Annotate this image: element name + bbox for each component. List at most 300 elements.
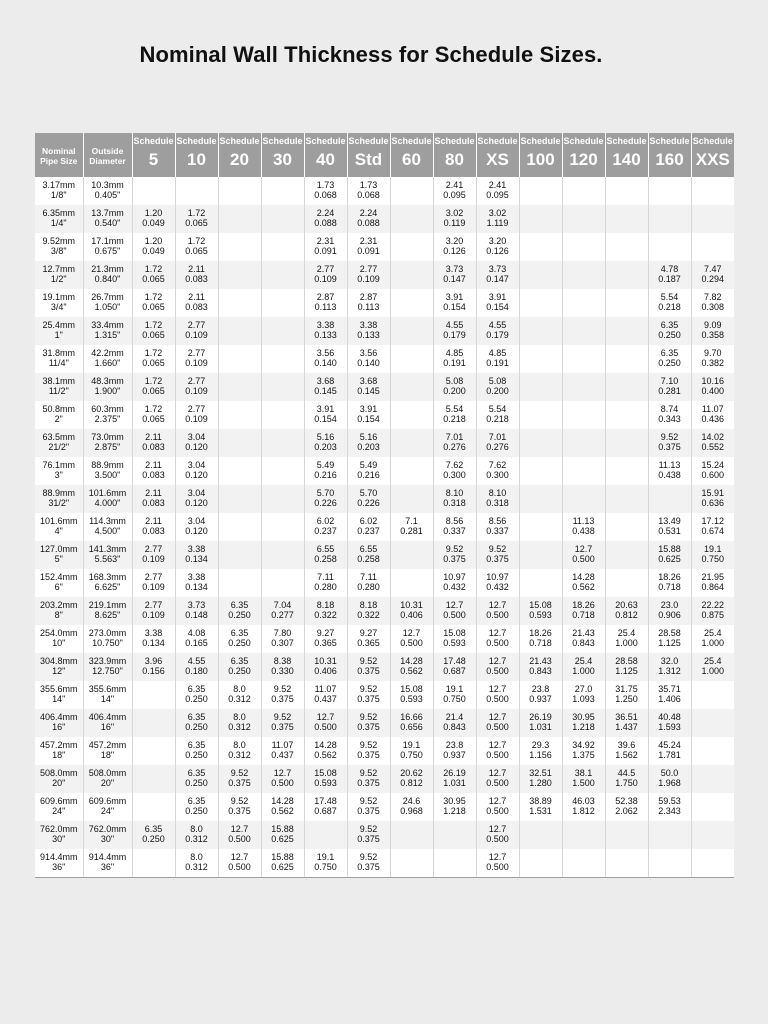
value-inch: 0.216 (314, 470, 337, 480)
value-inch: 21/2" (48, 442, 70, 452)
value-inch: 0.237 (314, 526, 337, 536)
value-inch: 0.968 (400, 806, 423, 816)
cell-thickness (218, 597, 261, 625)
value-inch: 0.322 (314, 610, 337, 620)
value-inch: 0.687 (314, 806, 337, 816)
value-inch: 0.400 (701, 386, 725, 396)
cell-thickness (691, 261, 734, 289)
value-mm: 762.0mm (88, 824, 127, 834)
cell-empty (390, 233, 433, 261)
value-mm: 2.77 (187, 348, 206, 358)
value-inch: 2" (54, 414, 63, 424)
value-mm: 12.7 (230, 824, 249, 834)
value-mm: 12.7 (488, 796, 507, 806)
value-inch: 0.375 (271, 694, 294, 704)
cell-thickness (433, 205, 476, 233)
value-inch: 1.050" (94, 302, 121, 312)
value-inch: 0.593 (529, 610, 552, 620)
schedule-word: Schedule (477, 136, 518, 146)
schedule-word: Schedule (520, 136, 561, 146)
cell-nominal-pipe-size (35, 177, 83, 205)
value-inch: 12" (52, 666, 66, 676)
value-mm: 19.1 (316, 852, 335, 862)
header-schedule-60 (390, 133, 433, 177)
cell-empty (562, 205, 605, 233)
cell-thickness (175, 765, 218, 793)
value-inch: 0.330 (271, 666, 294, 676)
value-inch: 1.562 (615, 750, 638, 760)
value-inch: 0.049 (142, 246, 165, 256)
value-inch: 0.133 (314, 330, 337, 340)
value-inch: 0.337 (443, 526, 466, 536)
value-mm: 254.0mm (39, 628, 78, 638)
value-mm: 9.52 (445, 544, 464, 554)
value-mm: 60.3mm (91, 404, 124, 414)
value-inch: 18" (52, 750, 66, 760)
value-mm: 6.02 (359, 516, 378, 526)
value-mm: 2.77 (316, 264, 335, 274)
cell-thickness (691, 373, 734, 401)
value-mm: 22.22 (701, 600, 725, 610)
value-inch: 0.500 (486, 722, 509, 732)
value-inch: 16" (52, 722, 66, 732)
header-nominal-pipe-size-label: Nominal Pipe Size (40, 146, 78, 166)
schedule-number: Std (354, 150, 383, 169)
value-inch: 0.083 (142, 442, 165, 452)
value-mm: 2.24 (359, 208, 378, 218)
value-mm: 355.6mm (88, 684, 127, 694)
value-mm: 9.52 (273, 684, 292, 694)
cell-empty (519, 541, 562, 569)
value-mm: 17.1mm (91, 236, 124, 246)
value-inch: 0.156 (142, 666, 165, 676)
value-inch: 1.812 (572, 806, 595, 816)
value-mm: 26.19 (443, 768, 466, 778)
schedule-word: Schedule (133, 136, 174, 146)
cell-empty (691, 205, 734, 233)
table-row (35, 345, 734, 373)
cell-empty (390, 821, 433, 849)
value-inch: 5.563" (94, 554, 121, 564)
cell-thickness (132, 821, 175, 849)
cell-thickness (562, 793, 605, 821)
value-mm: 2.41 (488, 180, 507, 190)
table-body (35, 177, 734, 878)
value-mm: 7.11 (360, 572, 377, 582)
cell-empty (218, 317, 261, 345)
value-mm: 3.02 (488, 208, 507, 218)
cell-empty (390, 373, 433, 401)
value-mm: 3.20 (488, 236, 507, 246)
value-mm: 5.54 (488, 404, 507, 414)
value-inch: 0.843 (572, 638, 595, 648)
cell-thickness (132, 205, 175, 233)
value-mm: 5.08 (488, 376, 507, 386)
value-inch: 0.250 (142, 834, 165, 844)
cell-thickness (175, 233, 218, 261)
value-mm: 7.82 (703, 292, 722, 302)
value-inch: 0.148 (185, 610, 208, 620)
cell-thickness (347, 625, 390, 653)
cell-thickness (605, 625, 648, 653)
value-mm: 101.6mm (39, 516, 78, 526)
header-schedule-std (347, 133, 390, 177)
value-mm: 12.7 (488, 852, 507, 862)
header-schedule-80 (433, 133, 476, 177)
schedule-number: 160 (655, 150, 684, 169)
value-inch: 0.375 (357, 722, 380, 732)
value-inch: 0.812 (615, 610, 638, 620)
value-mm: 4.55 (187, 656, 206, 666)
value-inch: 0.065 (142, 302, 165, 312)
value-mm: 1.72 (144, 264, 163, 274)
value-inch: 1.156 (529, 750, 552, 760)
value-mm: 9.27 (359, 628, 378, 638)
value-inch: 0.140 (357, 358, 380, 368)
cell-outside-diameter (83, 289, 132, 317)
value-mm: 323.9mm (88, 656, 127, 666)
cell-empty (691, 709, 734, 737)
value-inch: 4" (54, 526, 63, 536)
value-mm: 12.7mm (42, 264, 75, 274)
value-inch: 0.438 (658, 470, 681, 480)
cell-thickness (691, 597, 734, 625)
cell-empty (261, 513, 304, 541)
cell-outside-diameter (83, 709, 132, 737)
value-inch: 0.300 (486, 470, 509, 480)
value-mm: 3.91 (359, 404, 378, 414)
value-mm: 18.26 (658, 572, 681, 582)
value-inch: 14" (52, 694, 66, 704)
cell-empty (605, 821, 648, 849)
value-mm: 3.38 (144, 628, 163, 638)
table-row (35, 205, 734, 233)
value-mm: 6.35 (187, 684, 206, 694)
value-inch: 1/2" (50, 274, 67, 284)
value-inch: 0.750 (314, 862, 337, 872)
value-mm: 10.31 (314, 656, 337, 666)
value-inch: 3/4" (50, 302, 67, 312)
value-inch: 0.218 (443, 414, 466, 424)
value-mm: 5.16 (359, 432, 378, 442)
cell-thickness (175, 485, 218, 513)
value-mm: 3.96 (144, 656, 163, 666)
cell-thickness (476, 205, 519, 233)
value-mm: 2.77 (187, 376, 206, 386)
cell-thickness (132, 541, 175, 569)
value-inch: 0.375 (357, 862, 380, 872)
value-mm: 8.56 (488, 516, 507, 526)
cell-empty (519, 205, 562, 233)
value-inch: 0.049 (142, 218, 165, 228)
value-inch: 0.065 (142, 274, 165, 284)
value-mm: 32.0 (660, 656, 679, 666)
cell-thickness (304, 513, 347, 541)
cell-thickness (390, 597, 433, 625)
cell-empty (605, 485, 648, 513)
cell-thickness (218, 793, 261, 821)
value-mm: 3.91 (488, 292, 507, 302)
value-mm: 7.01 (488, 432, 507, 442)
value-inch: 0.191 (486, 358, 509, 368)
value-inch: 0.593 (443, 638, 466, 648)
cell-empty (562, 457, 605, 485)
cell-thickness (433, 681, 476, 709)
value-inch: 0.154 (486, 302, 509, 312)
value-inch: 0.300 (443, 470, 466, 480)
value-mm: 88.9mm (91, 460, 124, 470)
value-mm: 1.72 (144, 320, 163, 330)
value-mm: 5.54 (660, 292, 679, 302)
value-mm: 1.20 (144, 208, 163, 218)
cell-empty (605, 233, 648, 261)
cell-empty (648, 177, 691, 205)
cell-thickness (347, 513, 390, 541)
value-mm: 12.7 (488, 628, 507, 638)
cell-thickness (648, 261, 691, 289)
value-inch: 1" (54, 330, 63, 340)
value-mm: 3.38 (187, 572, 206, 582)
schedule-number: 120 (569, 150, 598, 169)
schedule-word: Schedule (176, 136, 217, 146)
value-inch: 0.656 (400, 722, 423, 732)
value-mm: 18.26 (529, 628, 552, 638)
cell-thickness (304, 457, 347, 485)
cell-thickness (347, 821, 390, 849)
value-inch: 0.718 (529, 638, 552, 648)
value-inch: 10" (52, 638, 66, 648)
header-schedule-100 (519, 133, 562, 177)
value-mm: 2.11 (188, 264, 205, 274)
value-mm: 6.02 (316, 516, 335, 526)
value-mm: 6.35 (187, 712, 206, 722)
value-mm: 12.7 (488, 600, 507, 610)
cell-thickness (218, 709, 261, 737)
cell-empty (261, 345, 304, 373)
cell-outside-diameter (83, 233, 132, 261)
value-inch: 0.165 (185, 638, 208, 648)
cell-thickness (304, 373, 347, 401)
table-row (35, 569, 734, 597)
cell-thickness (648, 289, 691, 317)
value-mm: 203.2mm (39, 600, 78, 610)
value-inch: 0.674 (701, 526, 725, 536)
cell-thickness (691, 541, 734, 569)
value-mm: 14.02 (701, 432, 725, 442)
cell-thickness (175, 849, 218, 878)
value-inch: 0.126 (443, 246, 466, 256)
value-mm: 18.26 (572, 600, 595, 610)
cell-thickness (175, 401, 218, 429)
value-mm: 7.62 (488, 460, 507, 470)
value-mm: 23.8 (445, 740, 464, 750)
value-mm: 42.2mm (91, 348, 124, 358)
table-row (35, 765, 734, 793)
value-inch: 0.322 (357, 610, 380, 620)
cell-empty (605, 849, 648, 878)
cell-empty (218, 233, 261, 261)
cell-outside-diameter (83, 317, 132, 345)
cell-empty (261, 205, 304, 233)
page-title: Nominal Wall Thickness for Schedule Sizes. (139, 42, 603, 67)
cell-thickness (304, 709, 347, 737)
value-mm: 8.18 (316, 600, 335, 610)
cell-thickness (175, 709, 218, 737)
cell-thickness (562, 681, 605, 709)
value-mm: 25.4 (574, 656, 593, 666)
cell-thickness (691, 457, 734, 485)
value-mm: 19.1mm (42, 292, 75, 302)
value-mm: 63.5mm (42, 432, 75, 442)
value-inch: 0.113 (314, 302, 337, 312)
value-mm: 38.89 (529, 796, 552, 806)
value-mm: 34.92 (572, 740, 595, 750)
cell-thickness (218, 737, 261, 765)
cell-thickness (261, 793, 304, 821)
value-inch: 11/2" (48, 386, 69, 396)
cell-thickness (261, 849, 304, 878)
cell-thickness (648, 401, 691, 429)
value-mm: 2.11 (145, 432, 162, 442)
cell-outside-diameter (83, 541, 132, 569)
value-inch: 0.280 (357, 582, 380, 592)
cell-thickness (347, 485, 390, 513)
value-mm: 8.74 (660, 404, 679, 414)
value-inch: 0.750 (701, 554, 725, 564)
schedule-number: 40 (316, 150, 335, 169)
header-schedule-xxs (691, 133, 734, 177)
value-inch: 0.258 (357, 554, 380, 564)
value-inch: 0.318 (443, 498, 466, 508)
value-inch: 0.109 (142, 610, 165, 620)
value-inch: 0.500 (400, 638, 423, 648)
cell-thickness (433, 345, 476, 373)
value-mm: 3.68 (359, 376, 378, 386)
value-inch: 1.119 (486, 218, 509, 228)
cell-thickness (648, 737, 691, 765)
value-inch: 1.968 (658, 778, 681, 788)
value-mm: 50.0 (660, 768, 679, 778)
cell-empty (562, 317, 605, 345)
value-mm: 2.87 (316, 292, 335, 302)
header-schedule-160 (648, 133, 691, 177)
value-mm: 1.72 (144, 376, 163, 386)
cell-thickness (390, 653, 433, 681)
value-mm: 6.55 (316, 544, 335, 554)
cell-thickness (218, 625, 261, 653)
value-inch: 1.125 (658, 638, 681, 648)
cell-thickness (562, 513, 605, 541)
cell-empty (261, 261, 304, 289)
table-row (35, 289, 734, 317)
header-nominal-pipe-size (35, 133, 83, 177)
cell-thickness (132, 429, 175, 457)
cell-thickness (691, 569, 734, 597)
value-mm: 45.24 (658, 740, 681, 750)
value-mm: 457.2mm (88, 740, 127, 750)
cell-empty (433, 821, 476, 849)
cell-thickness (691, 289, 734, 317)
value-inch: 0.120 (185, 498, 208, 508)
cell-empty (519, 261, 562, 289)
cell-thickness (691, 345, 734, 373)
value-inch: 0.276 (486, 442, 509, 452)
value-mm: 12.7 (230, 852, 249, 862)
cell-thickness (433, 289, 476, 317)
cell-thickness (433, 485, 476, 513)
value-mm: 9.52 (359, 656, 378, 666)
cell-thickness (433, 541, 476, 569)
cell-nominal-pipe-size (35, 737, 83, 765)
value-inch: 0.250 (228, 610, 251, 620)
cell-empty (218, 373, 261, 401)
value-mm: 4.78 (660, 264, 679, 274)
cell-thickness (648, 625, 691, 653)
cell-nominal-pipe-size (35, 401, 83, 429)
cell-thickness (433, 261, 476, 289)
value-inch: 0.065 (185, 246, 208, 256)
table-row (35, 653, 734, 681)
value-inch: 0.318 (486, 498, 509, 508)
cell-thickness (390, 765, 433, 793)
value-inch: 0.065 (142, 414, 165, 424)
cell-empty (261, 317, 304, 345)
cell-nominal-pipe-size (35, 317, 83, 345)
value-mm: 15.08 (314, 768, 337, 778)
cell-thickness (476, 737, 519, 765)
value-mm: 6.35mm (42, 208, 75, 218)
value-inch: 1.312 (658, 666, 681, 676)
value-inch: 0.091 (314, 246, 337, 256)
cell-empty (691, 233, 734, 261)
cell-thickness (648, 345, 691, 373)
cell-thickness (648, 373, 691, 401)
header-schedule-140 (605, 133, 648, 177)
cell-outside-diameter (83, 681, 132, 709)
cell-empty (648, 205, 691, 233)
cell-thickness (648, 597, 691, 625)
cell-thickness (304, 569, 347, 597)
value-mm: 8.56 (445, 516, 464, 526)
cell-empty (648, 233, 691, 261)
value-inch: 0.276 (443, 442, 466, 452)
value-inch: 0.718 (572, 610, 595, 620)
value-mm: 7.10 (660, 376, 679, 386)
value-mm: 10.3mm (91, 180, 124, 190)
value-mm: 15.08 (443, 628, 466, 638)
cell-empty (261, 541, 304, 569)
value-mm: 31.8mm (42, 348, 75, 358)
cell-outside-diameter (83, 345, 132, 373)
value-mm: 12.7 (574, 544, 593, 554)
value-inch: 0.500 (228, 862, 251, 872)
value-inch: 0.312 (228, 750, 251, 760)
value-mm: 13.49 (658, 516, 681, 526)
cell-empty (562, 429, 605, 457)
value-inch: 0.375 (486, 554, 509, 564)
value-mm: 10.16 (701, 376, 725, 386)
cell-thickness (648, 709, 691, 737)
schedule-word: Schedule (391, 136, 432, 146)
value-inch: 0.625 (658, 554, 681, 564)
cell-empty (390, 289, 433, 317)
cell-thickness (433, 709, 476, 737)
cell-nominal-pipe-size (35, 289, 83, 317)
cell-thickness (476, 625, 519, 653)
cell-thickness (304, 261, 347, 289)
cell-thickness (476, 681, 519, 709)
cell-empty (519, 513, 562, 541)
